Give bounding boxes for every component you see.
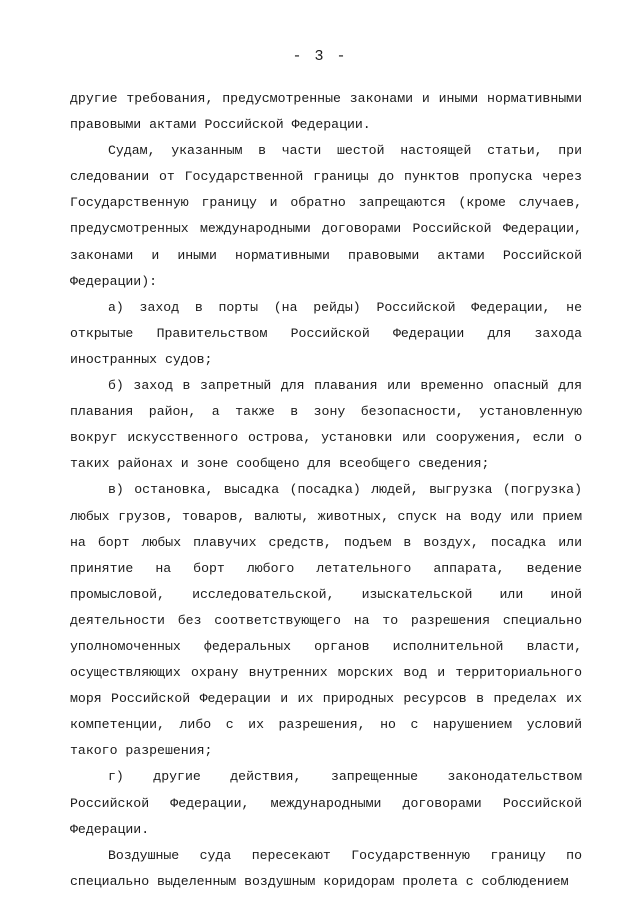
paragraph-item-g: г) другие действия, запрещенные законодательством Российской Федерации, международными договорами Российской Федерации. — [70, 769, 582, 837]
page-number: - 3 - — [292, 48, 348, 65]
paragraph-prohibitions-intro: Судам, указанным в части шестой настоящей статьи, при следовании от Государственной границы до пунктов пропуска через Государственную границу и обратно запрещаются (кроме случаев, предусмотренных международными договорами Российской Федерации, законами и иными нормативными правовыми актами Российской Федерации): — [70, 143, 582, 289]
paragraph-item-b: б) заход в запретный для плавания или временно опасный для плавания район, а также в зону безопасности, установленную вокруг искусственного острова, установки или сооружения, если о таких районах и зоне сообщено для всеобщего сведения; — [70, 378, 582, 472]
paragraph-item-v: в) остановка, высадка (посадка) людей, выгрузка (погрузка) любых грузов, товаров, валюты, животных, спуск на воду или прием на борт любых плавучих средств, подъем в воздух, посадка или принятие на борт любого летательного аппарата, ведение промысловой, исследовательской, изыскательской или иной деятельности без соответствующего на то разрешения специально уполномоченных федеральных органов исполнительной власти, осуществляющих охрану внутренних морских вод и территориального моря Российской Федерации и их природных ресурсов в пределах их компетенции, либо с их разрешения, но с нарушением условий такого разрешения; — [70, 482, 582, 759]
document-body — [70, 86, 582, 895]
paragraph-aircraft: Воздушные суда пересекают Государственную границу по специально выделенным воздушным коридорам пролета с соблюдением — [70, 847, 582, 889]
paragraph-item-a: а) заход в порты (на рейды) Российской Федерации, не открытые Правительством Российской Федерации для захода иностранных судов; — [70, 299, 582, 367]
paragraph-continuation: другие требования, предусмотренные законами и иными нормативными правовыми актами Российской Федерации. — [70, 91, 582, 133]
